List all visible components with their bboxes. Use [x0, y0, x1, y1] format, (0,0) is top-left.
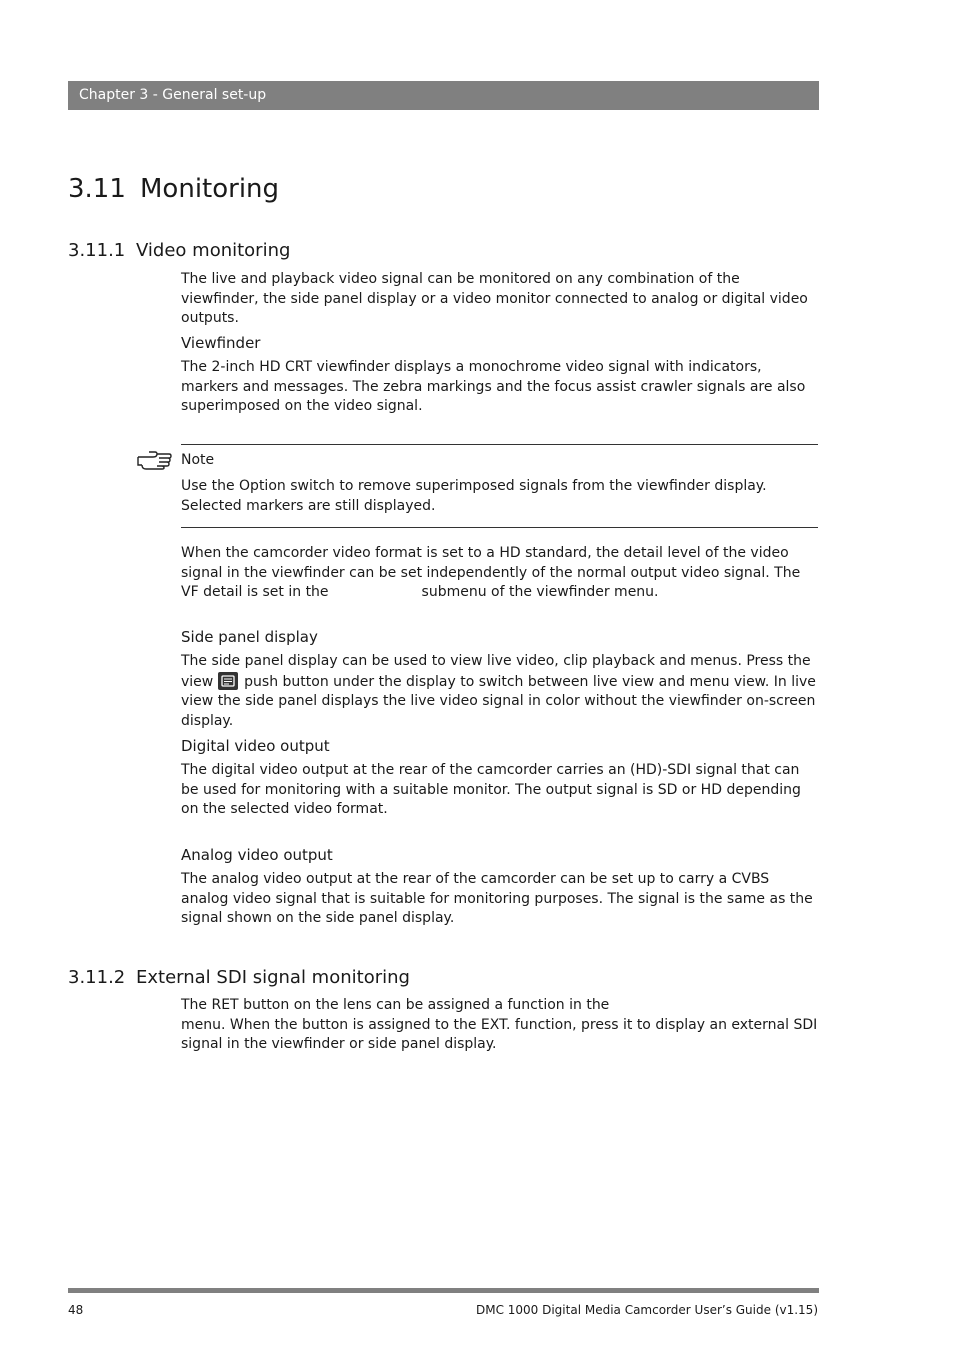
subsection-number: 3.11.2 — [68, 967, 126, 988]
note-top-rule — [181, 444, 818, 445]
footer-rule — [68, 1288, 819, 1293]
viewfinder-block — [181, 333, 821, 417]
note-text-after: switch to remove superimposed signals from the viewfinder display. Selected markers are still displayed. — [181, 478, 767, 514]
side-panel-text-after: push button under the display to switch between live view and menu view. In live view the side panel displays the live video signal in color without the viewfinder on-screen display. — [181, 673, 816, 729]
digital-output-heading: Digital video output — [181, 737, 330, 755]
subsection-title: External SDI signal monitoring — [136, 967, 410, 988]
subsection-title: Video monitoring — [136, 240, 291, 261]
pointing-hand-icon — [136, 451, 172, 471]
section-title: Monitoring — [140, 174, 280, 204]
sdi-line-1: The RET button on the lens can be assigned a function in the — [181, 997, 610, 1013]
section-number: 3.11 — [68, 174, 126, 204]
side-panel-paragraph — [181, 652, 821, 731]
vf-detail-text-after: submenu of the viewfinder menu. — [421, 584, 659, 600]
section-heading — [68, 170, 279, 208]
note-text-before: Use the — [181, 478, 240, 494]
digital-output-block — [181, 736, 821, 820]
vf-detail-text-before: When the camcorder video format is set to a HD standard, the detail level of the video signal in the viewfinder can be set independently of the normal output video signal. The VF detail is set in the — [181, 545, 801, 600]
chapter-header — [68, 81, 819, 110]
chapter-title: Chapter 3 - General set-up — [79, 87, 267, 103]
analog-output-paragraph: The analog video output at the rear of the camcorder can be set up to carry a CVBS analog video signal that is suitable for monitoring purposes. The signal is the same as the signal shown on the side panel display. — [181, 871, 813, 926]
side-panel-text-before: The side panel display can be used to view live video, clip playback and menus. Press the view — [181, 653, 811, 690]
note-block — [181, 451, 821, 516]
side-panel-heading: Side panel display — [181, 628, 318, 646]
side-panel-block — [181, 627, 821, 731]
vf-detail-block — [181, 544, 821, 603]
viewfinder-paragraph: The 2-inch HD CRT viewfinder displays a monochrome video signal with indicators, markers and messages. The zebra markings and the focus assist crawler signals are also superimposed on the video signal. — [181, 359, 806, 414]
sdi-line-2: menu. When the button is assigned to the EXT. function, press it to display an external SDI signal in the viewfinder or side panel display. — [181, 1016, 818, 1052]
video-monitoring-intro — [181, 270, 821, 329]
sdi-monitoring-block — [181, 996, 821, 1055]
digital-output-paragraph: The digital video output at the rear of the camcorder carries an (HD)-SDI signal that can be used for monitoring with a suitable monitor. The output signal is SD or HD depending on the selected video format. — [181, 762, 801, 817]
note-label: Note — [181, 452, 215, 468]
option-switch-name: Option — [239, 478, 286, 494]
view-button-icon — [218, 672, 238, 690]
guide-title: DMC 1000 Digital Media Camcorder User’s Guide (v1.15) — [475, 1303, 818, 1317]
analog-output-block — [181, 845, 821, 929]
intro-paragraph: The live and playback video signal can be monitored on any combination of the viewfinder, the side panel display or a video monitor connected to analog or digital video outputs. — [181, 271, 808, 326]
analog-output-heading: Analog video output — [181, 846, 333, 864]
subsection-heading-sdi-monitoring — [68, 965, 410, 991]
note-paragraph — [181, 477, 821, 516]
subsection-number: 3.11.1 — [68, 240, 126, 261]
vf-detail-paragraph — [181, 544, 821, 603]
page-number: 48 — [68, 1303, 84, 1317]
viewfinder-heading: Viewfinder — [181, 334, 261, 352]
subsection-heading-video-monitoring — [68, 238, 290, 264]
note-bottom-rule — [181, 527, 818, 528]
